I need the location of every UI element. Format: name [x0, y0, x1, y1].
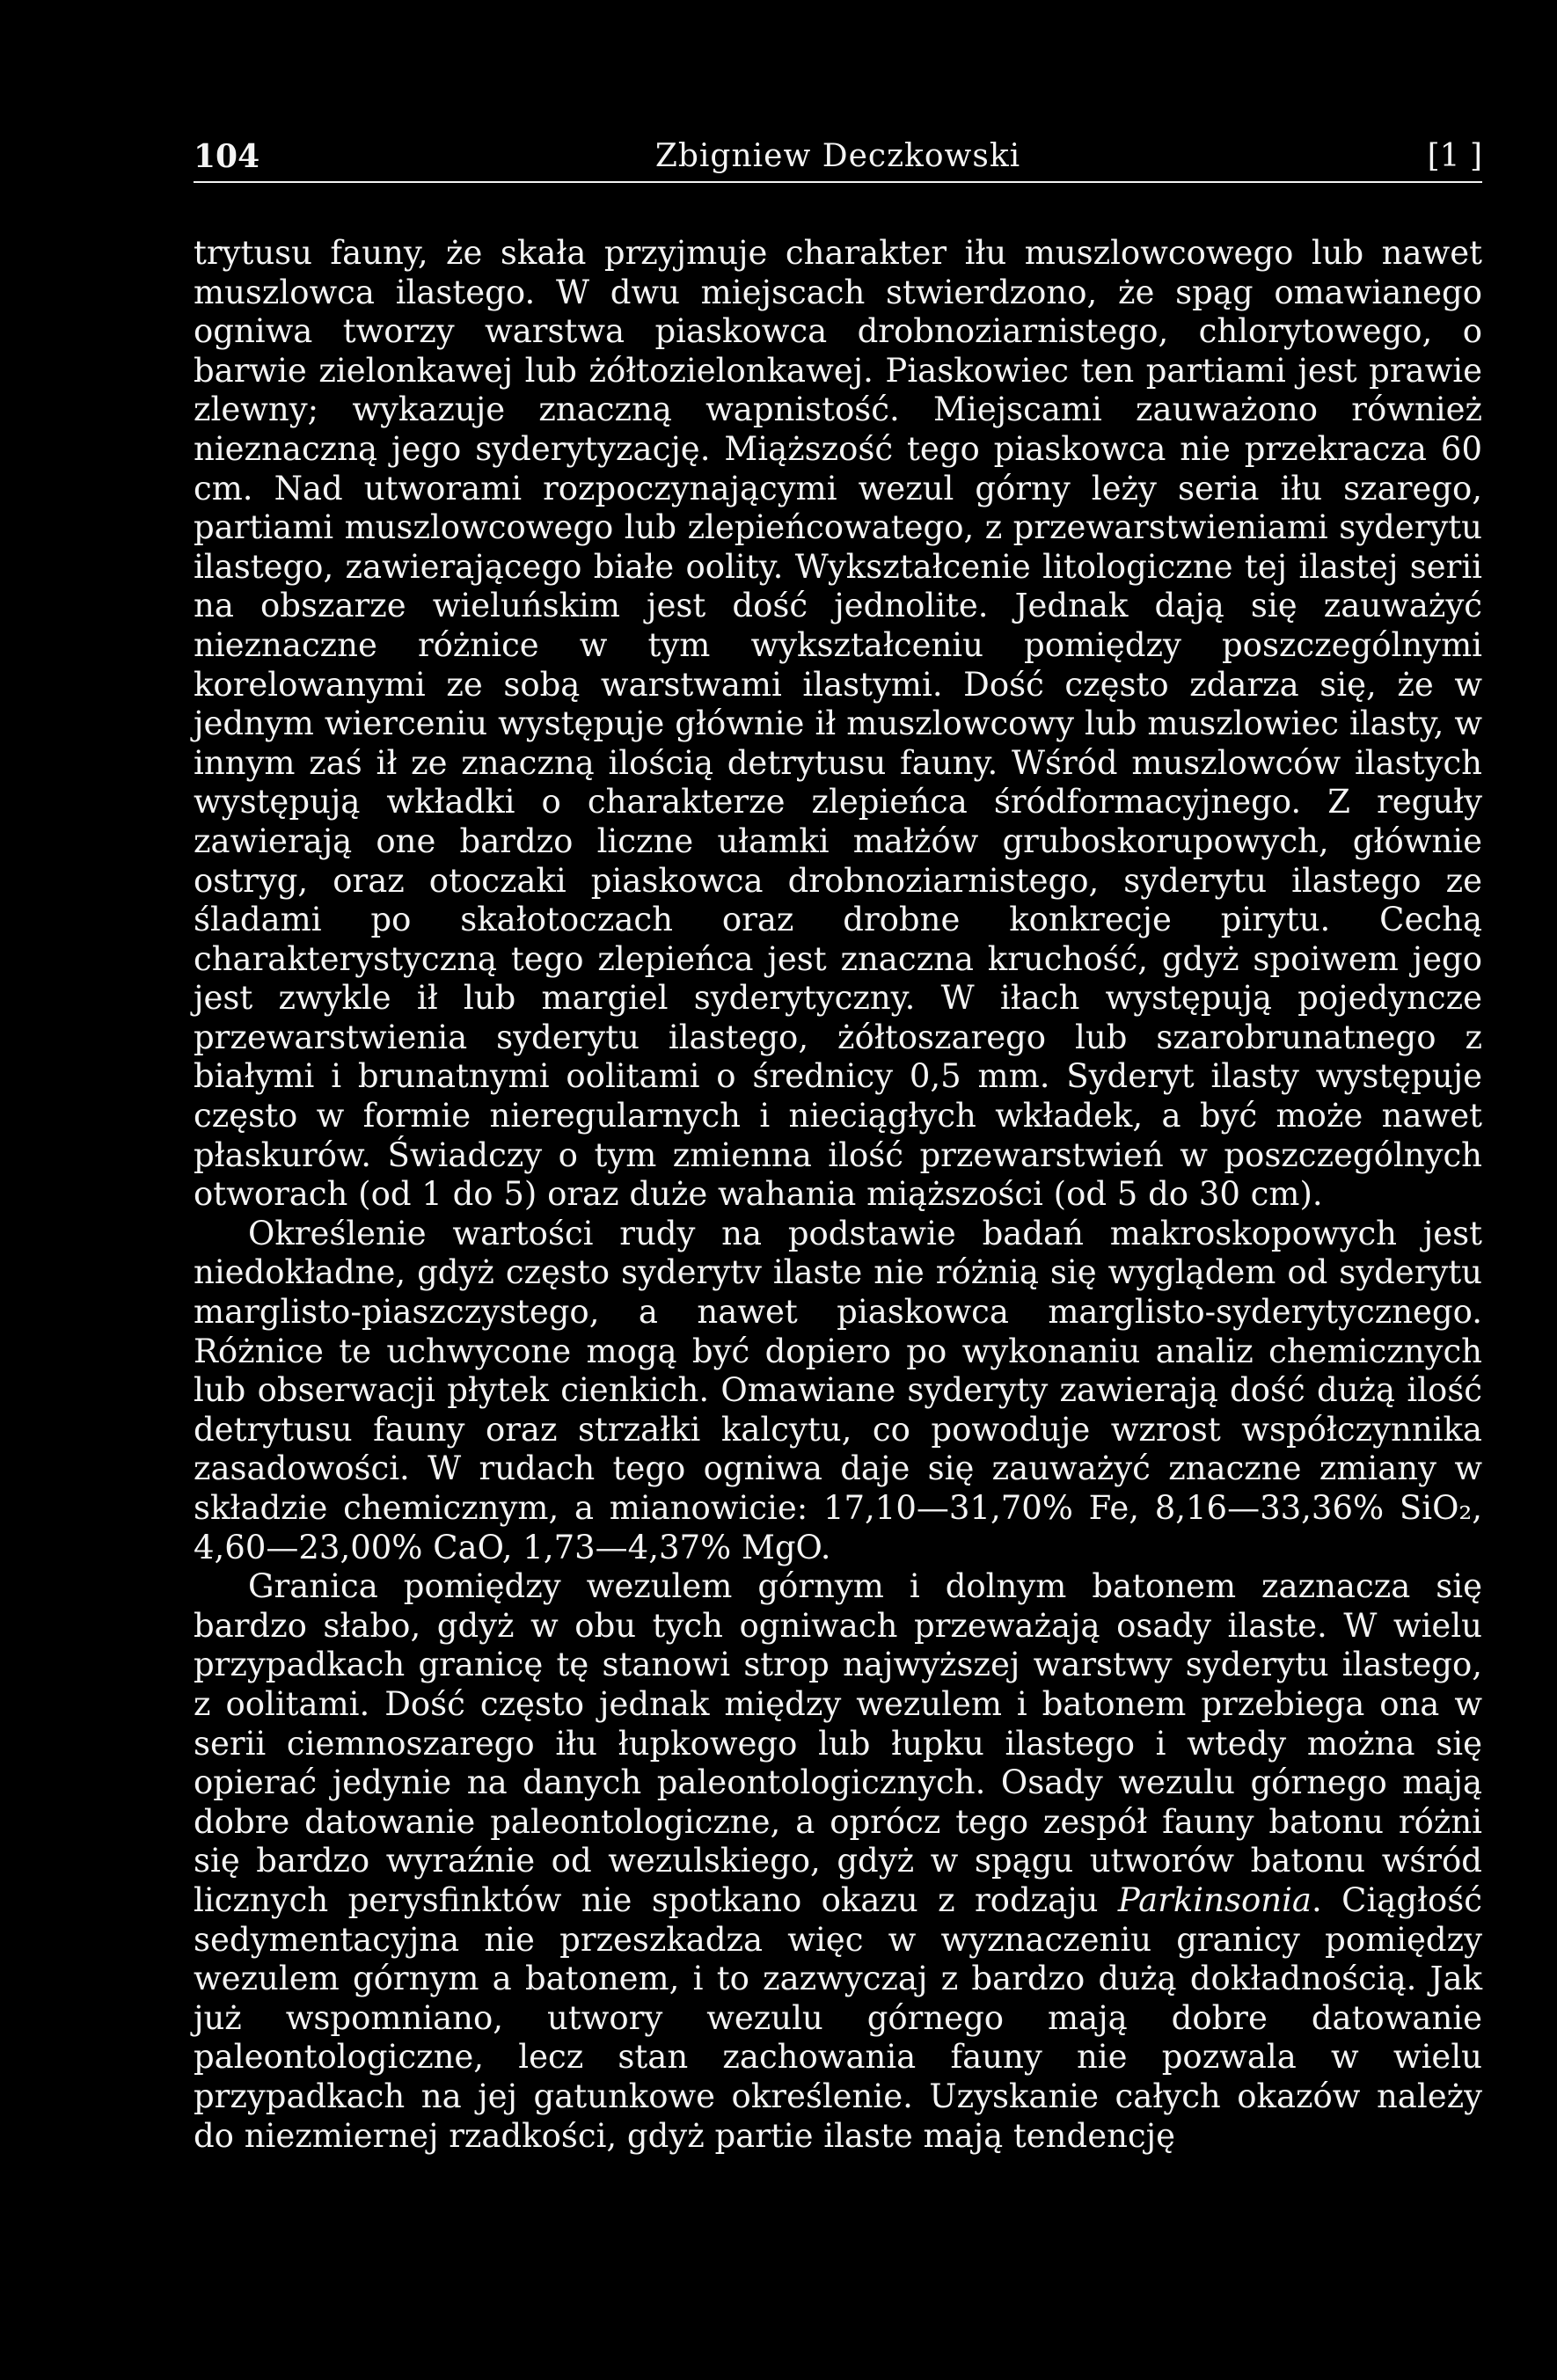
book-page: [194, 132, 1482, 2156]
paragraph-2: [194, 1215, 1482, 1567]
section-reference: [1 ]: [1427, 138, 1482, 174]
paragraph-3-text-start: Granica pomiędzy wezulem górnym i dolnym batonem zaznacza się bardzo słabo, gdyż w obu tych ogniwach przeważają osady ilaste. W wielu przypadkach granicę tę stanowi strop najwyższej warstwy syderytu ilastego, z oolitami. Dość często jednak między wezulem i batonem przebiega ona w serii ciemnoszarego iłu łupkowego lub łupku ilastego i wtedy można się opierać jedynie na danych paleontologicznych. Osady wezulu górnego mają dobre datowanie paleontologiczne, a oprócz tego zespół fauny batonu różni się bardzo wyraźnie od wezulskiego, gdyż w spągu utworów batonu wśród licznych perysfinktów nie spotkano okazu z rodzaju: [194, 1567, 1482, 1919]
paragraph-3-text-end: . Ciągłość sedymentacyjna nie przeszkadza więc w wyznaczeniu granicy pomiędzy wezulem górnym a batonem, i to zazwyczaj z bardzo dużą dokładnością. Jak już wspomniano, utwory wezulu górnego mają dobre datowanie paleontologiczne, lecz stan zachowania fauny nie pozwala w wielu przypadkach na jej gatunkowe określenie. Uzyskanie całych okazów należy do niezmiernej rzadkości, gdyż partie ilaste mają tendencję: [194, 1880, 1482, 2155]
genus-name-italic: Parkinsonia: [1117, 1880, 1312, 1919]
paragraph-2-text: Określenie wartości rudy na podstawie badań makroskopowych jest niedokładne, gdyż często syderytv ilaste nie różnią się wyglądem od syderytu marglisto-piaszczystego, a nawet piaskowca marglisto-syderytycznego. Różnice te uchwycone mogą być dopiero po wykonaniu analiz chemicznych lub obserwacji płytek cienkich. Omawiane syderyty zawierają dość dużą ilość detrytusu fauny oraz strzałki kalcytu, co powoduje wzrost współczynnika zasadowości. W rudach tego ogniwa daje się zauważyć znaczne zmiany w składzie chemicznym, a mianowicie: 17,10—31,70% Fe, 8,16—33,36% SiO₂, 4,60—23,00% CaO, 1,73—4,37% MgO.: [194, 1214, 1482, 1566]
running-header: [194, 132, 1482, 183]
paragraph-3: [194, 1567, 1482, 2156]
body-text: [194, 234, 1482, 2156]
paragraph-1-text: trytusu fauny, że skała przyjmuje charakter iłu muszlowcowego lub nawet muszlowca ilastego. W dwu miejscach stwierdzono, że spąg omawianego ogniwa tworzy warstwa piaskowca drobnoziarnistego, chlorytowego, o barwie zielonkawej lub żółtozielonkawej. Piaskowiec ten partiami jest prawie zlewny; wykazuje znaczną wapnistość. Miejscami zauważono również nieznaczną jego syderytyzację. Miąższość tego piaskowca nie przekracza 60 cm. Nad utworami rozpoczynającymi wezul górny leży seria iłu szarego, partiami muszlowcowego lub zlepieńcowatego, z przewarstwieniami syderytu ilastego, zawierającego białe oolity. Wykształcenie litologiczne tej ilastej serii na obszarze wieluńskim jest dość jednolite. Jednak dają się zauważyć nieznaczne różnice w tym wykształceniu pomiędzy poszczególnymi korelowanymi ze sobą warstwami ilastymi. Dość często zdarza się, że w jednym wierceniu występuje głównie ił muszlowcowy lub muszlowiec ilasty, w innym zaś ił ze znaczną ilością detrytusu fauny. Wśród muszlowców ilastych występują wkładki o charakterze zlepieńca śródformacyjnego. Z reguły zawierają one bardzo liczne ułamki małżów gruboskorupowych, głównie ostryg, oraz otoczaki piaskowca drobnoziarnistego, syderytu ilastego ze śladami po skałotoczach oraz drobne konkrecje pirytu. Cechą charakterystyczną tego zlepieńca jest znaczna kruchość, gdyż spoiwem jego jest zwykle ił lub margiel syderytyczny. W iłach występują pojedyncze przewarstwienia syderytu ilastego, żółtoszarego lub szarobrunatnego z białymi i brunatnymi oolitami o średnicy 0,5 mm. Syderyt ilasty występuje często w formie nieregularnych i nieciągłych wkładek, a być może nawet płaskurów. Świadczy o tym zmienna ilość przewarstwień w poszczególnych otworach (od 1 do 5) oraz duże wahania miąższości (od 5 do 30 cm).: [194, 234, 1482, 1214]
page-number: 104: [194, 138, 260, 175]
running-head-author: Zbigniew Deczkowski: [654, 138, 1021, 174]
paragraph-1: [194, 234, 1482, 1215]
